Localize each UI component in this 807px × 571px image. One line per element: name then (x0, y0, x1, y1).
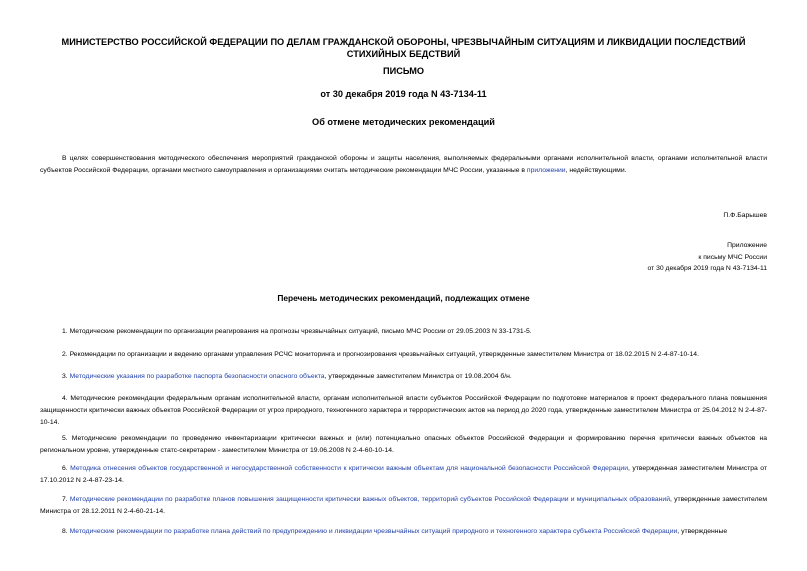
list-item-5 (40, 433, 767, 457)
appendix-line-3: от 30 декабря 2019 года N 43-7134-11 (647, 265, 767, 272)
list-item-link[interactable]: Методические рекомендации по разработке плана действий по предупреждению и ликвидации чрезвычайных ситуаций природного и техногенного характера субъекта Российской Федерации (69, 528, 678, 535)
list-item-1 (40, 326, 767, 338)
list-item-link[interactable]: Методика отнесения объектов государственной и негосударственной собственности к критически важным объектам для национальной безопасности Российской Федерации (70, 465, 629, 472)
list-item-4 (40, 393, 767, 429)
intro-text-before: В целях совершенствования методического обеспечения мероприятий гражданской обороны и защиты населения, выполняемых федеральными органами исполнительной власти, органами исполнительной власти субъектов Российской Федерации, органами местного самоуправления и организациями считать методические рекомендации МЧС России, указанные в (40, 155, 767, 174)
list-item-2 (40, 349, 767, 361)
list-item-text: Методические рекомендации по организации реагирования на прогнозы чрезвычайных ситуаций, письмо МЧС России от 29.05.2003 N 33-1731-5. (69, 328, 532, 335)
appendix-line-1: Приложение (727, 242, 767, 249)
document-type: ПИСЬМО (382, 66, 425, 76)
list-item-text: Рекомендации по организации и ведению органами управления РСЧС мониторинга и прогнозирования чрезвычайных ситуаций, утвержденные заместителем Министра от 18.02.2015 N 2-4-87-10-14. (69, 351, 699, 358)
list-item-number: 2. (62, 351, 70, 358)
document-date: от 30 декабря 2019 года N 43-7134-11 (320, 89, 487, 99)
ministry-name: МИНИСТЕРСТВО РОССИЙСКОЙ ФЕДЕРАЦИИ ПО ДЕЛАМ ГРАЖДАНСКОЙ ОБОРОНЫ, ЧРЕЗВЫЧАЙНЫМ СИТУАЦИЯМ И ЛИКВИДАЦИИ ПОСЛЕДСТВИЙ СТИХИЙНЫХ БЕДСТВИЙ (61, 37, 746, 59)
appendix-link[interactable]: приложении (526, 167, 566, 174)
list-item-6 (40, 463, 767, 487)
list-item-number: 5. (62, 435, 72, 442)
list-item-number: 3. (62, 373, 70, 380)
list-item-number: 8. (62, 528, 70, 535)
list-item-number: 4. (62, 395, 71, 402)
list-item-link[interactable]: Методические указания по разработке паспорта безопасности опасного объекта (69, 373, 325, 380)
list-item-8 (40, 526, 767, 538)
list-item-7 (40, 494, 767, 518)
list-item-text: Методические рекомендации федеральным органам исполнительной власти, органам исполнительной власти субъектов Российской Федерации по подготовке материалов в проект федерального плана повышения защищенности критически важных объектов Российской Федерации от угроз природного, техногенного характера и террористических актов на период до 2020 года, утвержденные заместителем Министра от 25.04.2012 N 2-4-87-10-14. (40, 395, 767, 426)
signature: П.Ф.Барышев (723, 212, 767, 219)
list-title: Перечень методических рекомендаций, подлежащих отмене (277, 293, 530, 303)
appendix-block (647, 240, 767, 275)
list-item-text: Методические рекомендации по проведению инвентаризации критически важных и (или) потенциально опасных объектов Российской Федерации и формированию перечня критически важных объектов на региональном уровне, утвержденные статс-секретарем - заместителем Министра от 19.06.2008 N 2-4-60-10-14. (40, 435, 767, 454)
list-item-text: , утвержденные (677, 528, 728, 535)
list-item-number: 1. (62, 328, 70, 335)
list-item-text: , утвержденные заместителем Министра от 28.12.2011 N 2-4-60-21-14. (40, 496, 767, 515)
appendix-line-2: к письму МЧС России (698, 253, 767, 261)
list-item-3 (40, 371, 767, 383)
document-subject: Об отмене методических рекомендаций (312, 117, 495, 127)
list-item-number: 7. (62, 496, 70, 503)
list-item-number: 6. (62, 465, 71, 472)
list-item-text: , утвержденные заместителем Министра от 19.08.2004 б/н. (324, 373, 512, 380)
intro-text-after: , недействующими. (565, 167, 627, 174)
intro-paragraph (40, 153, 767, 177)
list-item-text: , утвержденная заместителем Министра от 17.10.2012 N 2-4-87-23-14. (40, 465, 767, 484)
list-item-link[interactable]: Методические рекомендации по разработке планов повышения защищенности критически важных объектов, территорий субъектов Российской Федерации и муниципальных образований (69, 496, 670, 503)
